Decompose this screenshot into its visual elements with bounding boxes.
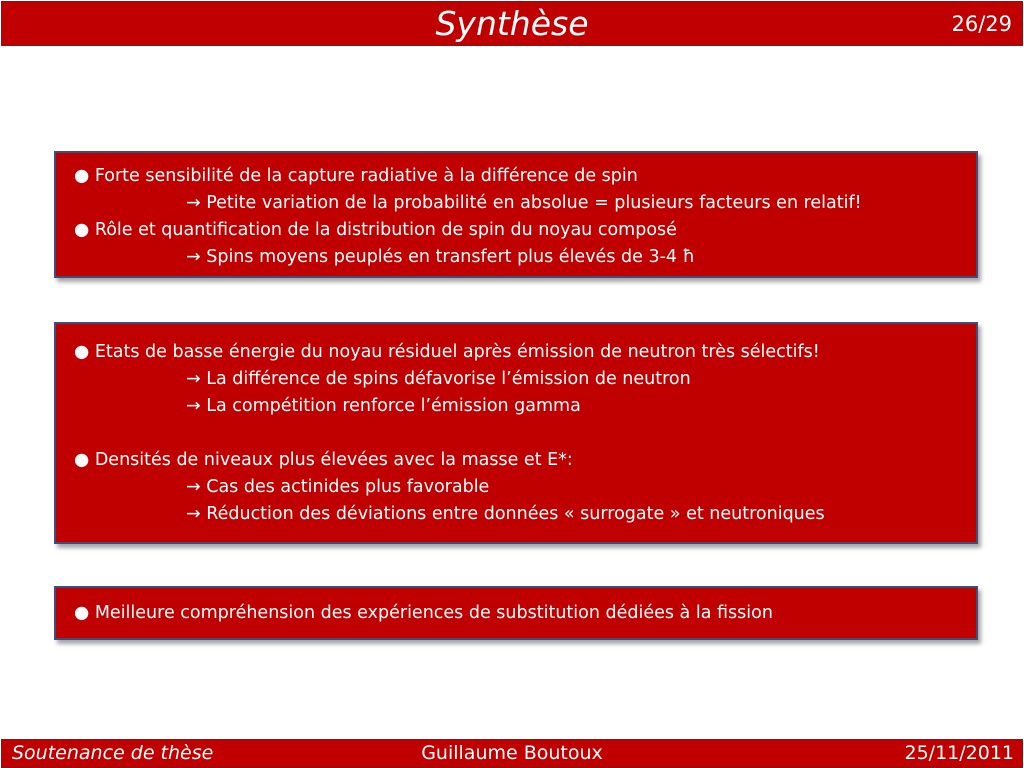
summary-box-fission	[54, 586, 978, 640]
sub-item: → Spins moyens peuplés en transfert plus élevés de 3-4 ħ	[186, 247, 695, 267]
bullet-item: ● Densités de niveaux plus élevées avec la masse et E*:	[74, 450, 573, 470]
spacer	[74, 420, 976, 447]
footer-event: Soutenance de thèse	[12, 742, 214, 764]
footer-date: 25/11/2011	[904, 742, 1014, 764]
sub-item: → La différence de spins défavorise l’émission de neutron	[186, 369, 691, 389]
bullet-item: ● Meilleure compréhension des expériences de substitution dédiées à la fission	[74, 603, 773, 623]
sub-item: → Réduction des déviations entre données « surrogate » et neutroniques	[186, 504, 825, 524]
bullet-item: ● Etats de basse énergie du noyau résiduel après émission de neutron très sélectifs!	[74, 342, 820, 362]
page-title: Synthèse	[435, 4, 589, 43]
page-number: 26/29	[951, 12, 1012, 36]
sub-item: → La compétition renforce l’émission gamma	[186, 396, 581, 416]
sub-item: → Petite variation de la probabilité en absolue = plusieurs facteurs en relatif!	[186, 193, 862, 213]
bullet-item: ● Forte sensibilité de la capture radiative à la différence de spin	[74, 166, 638, 186]
footer-author: Guillaume Boutoux	[421, 742, 603, 764]
title-bar	[1, 1, 1023, 46]
footer-bar	[1, 739, 1023, 768]
sub-item: → Cas des actinides plus favorable	[186, 477, 490, 497]
bullet-item: ● Rôle et quantification de la distribution de spin du noyau composé	[74, 220, 677, 240]
summary-box-spin	[54, 151, 978, 278]
summary-box-states	[54, 322, 978, 544]
